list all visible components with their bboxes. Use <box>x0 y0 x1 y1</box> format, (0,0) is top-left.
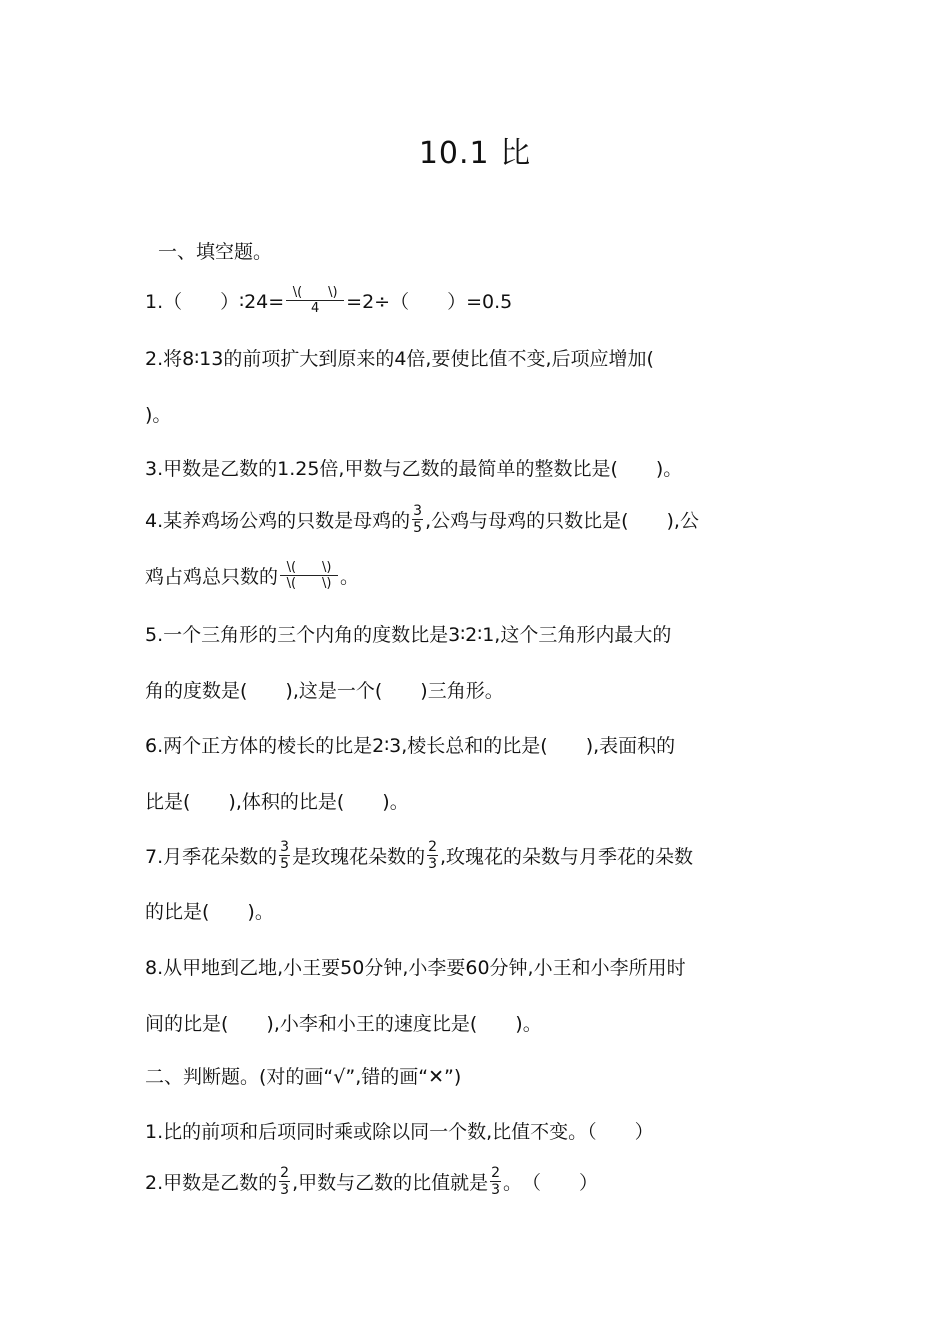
q1-fraction-denominator: 4 <box>311 301 320 316</box>
q4-text-c: 鸡占鸡总只数的 <box>145 566 279 588</box>
judgment-1: 1.比的前项和后项同时乘或除以同一个数,比值不变。（ ） <box>145 1121 654 1143</box>
question-5-line-1: 5.一个三角形的三个内角的度数比是3∶2∶1,这个三角形内最大的 <box>145 624 672 646</box>
judgment-2 <box>145 1165 825 1199</box>
section-heading-fill-blank: 一、填空题。 <box>158 241 273 263</box>
q1-text-b: =2÷（ ）=0.5 <box>346 291 513 313</box>
question-2-line-2: )。 <box>145 404 172 426</box>
q1-text-a: 1.（ ）∶24= <box>145 291 285 313</box>
j2-fraction-1 <box>279 1166 290 1197</box>
j2-fraction-2-numerator: 2 <box>491 1165 501 1181</box>
question-8-line-1: 8.从甲地到乙地,小王要50分钟,小李要60分钟,小王和小李所用时 <box>145 957 686 979</box>
j2-fraction-2-denominator: 3 <box>491 1182 501 1198</box>
j2-text-c: 。 （ ） <box>503 1172 599 1194</box>
q4-fraction-numerator: 3 <box>413 503 423 519</box>
q1-fraction-numerator: \( \) <box>286 286 344 301</box>
q4-text-d: 。 <box>340 566 360 588</box>
q7-fraction-2-numerator: 2 <box>428 839 437 855</box>
q7-text-b: 是玫瑰花朵数的 <box>292 846 426 868</box>
question-5-line-2: 角的度数是( ),这是一个( )三角形。 <box>145 680 504 702</box>
question-7-line-1 <box>145 839 825 873</box>
question-7-line-2: 的比是( )。 <box>145 901 274 923</box>
j2-fraction-1-denominator: 3 <box>280 1182 290 1198</box>
q7-text-a: 7.月季花朵数的 <box>145 846 278 868</box>
q4-blank-numerator: \( \) <box>280 561 338 576</box>
q7-fraction-1 <box>279 840 290 871</box>
j2-fraction-1-numerator: 2 <box>280 1165 290 1181</box>
q7-fraction-2 <box>427 840 438 871</box>
q4-text-b: ,公鸡与母鸡的只数比是( ),公 <box>425 510 699 532</box>
q4-fraction-denominator: 5 <box>413 520 423 536</box>
section-heading-true-false: 二、判断题。(对的画“√”,错的画“✕”) <box>145 1066 462 1088</box>
j2-text-a: 2.甲数是乙数的 <box>145 1172 278 1194</box>
q4-blank-denominator: \( \) <box>286 576 332 591</box>
q4-fraction <box>412 504 423 535</box>
q4-text-a: 4.某养鸡场公鸡的只数是母鸡的 <box>145 510 411 532</box>
question-6-line-2: 比是( ),体积的比是( )。 <box>145 791 409 813</box>
q7-fraction-1-numerator: 3 <box>280 839 290 855</box>
question-4-line-1 <box>145 503 825 537</box>
question-4-line-2 <box>145 560 825 592</box>
question-2-line-1: 2.将8∶13的前项扩大到原来的4倍,要使比值不变,后项应增加( <box>145 348 654 370</box>
q7-fraction-1-denominator: 5 <box>280 856 290 872</box>
q7-text-c: ,玫瑰花的朵数与月季花的朵数 <box>440 846 694 868</box>
page-title: 10.1 比 <box>418 136 532 171</box>
question-8-line-2: 间的比是( ),小李和小王的速度比是( )。 <box>145 1013 542 1035</box>
question-3: 3.甲数是乙数的1.25倍,甲数与乙数的最简单的整数比是( )。 <box>145 458 683 480</box>
j2-text-b: ,甲数与乙数的比值就是 <box>292 1172 489 1194</box>
q1-fraction <box>286 286 344 315</box>
q4-blank-fraction <box>280 561 338 590</box>
j2-fraction-2 <box>490 1166 501 1197</box>
question-1 <box>145 285 825 317</box>
question-6-line-1: 6.两个正方体的棱长的比是2∶3,棱长总和的比是( ),表面积的 <box>145 735 676 757</box>
q7-fraction-2-denominator: 3 <box>428 856 437 872</box>
